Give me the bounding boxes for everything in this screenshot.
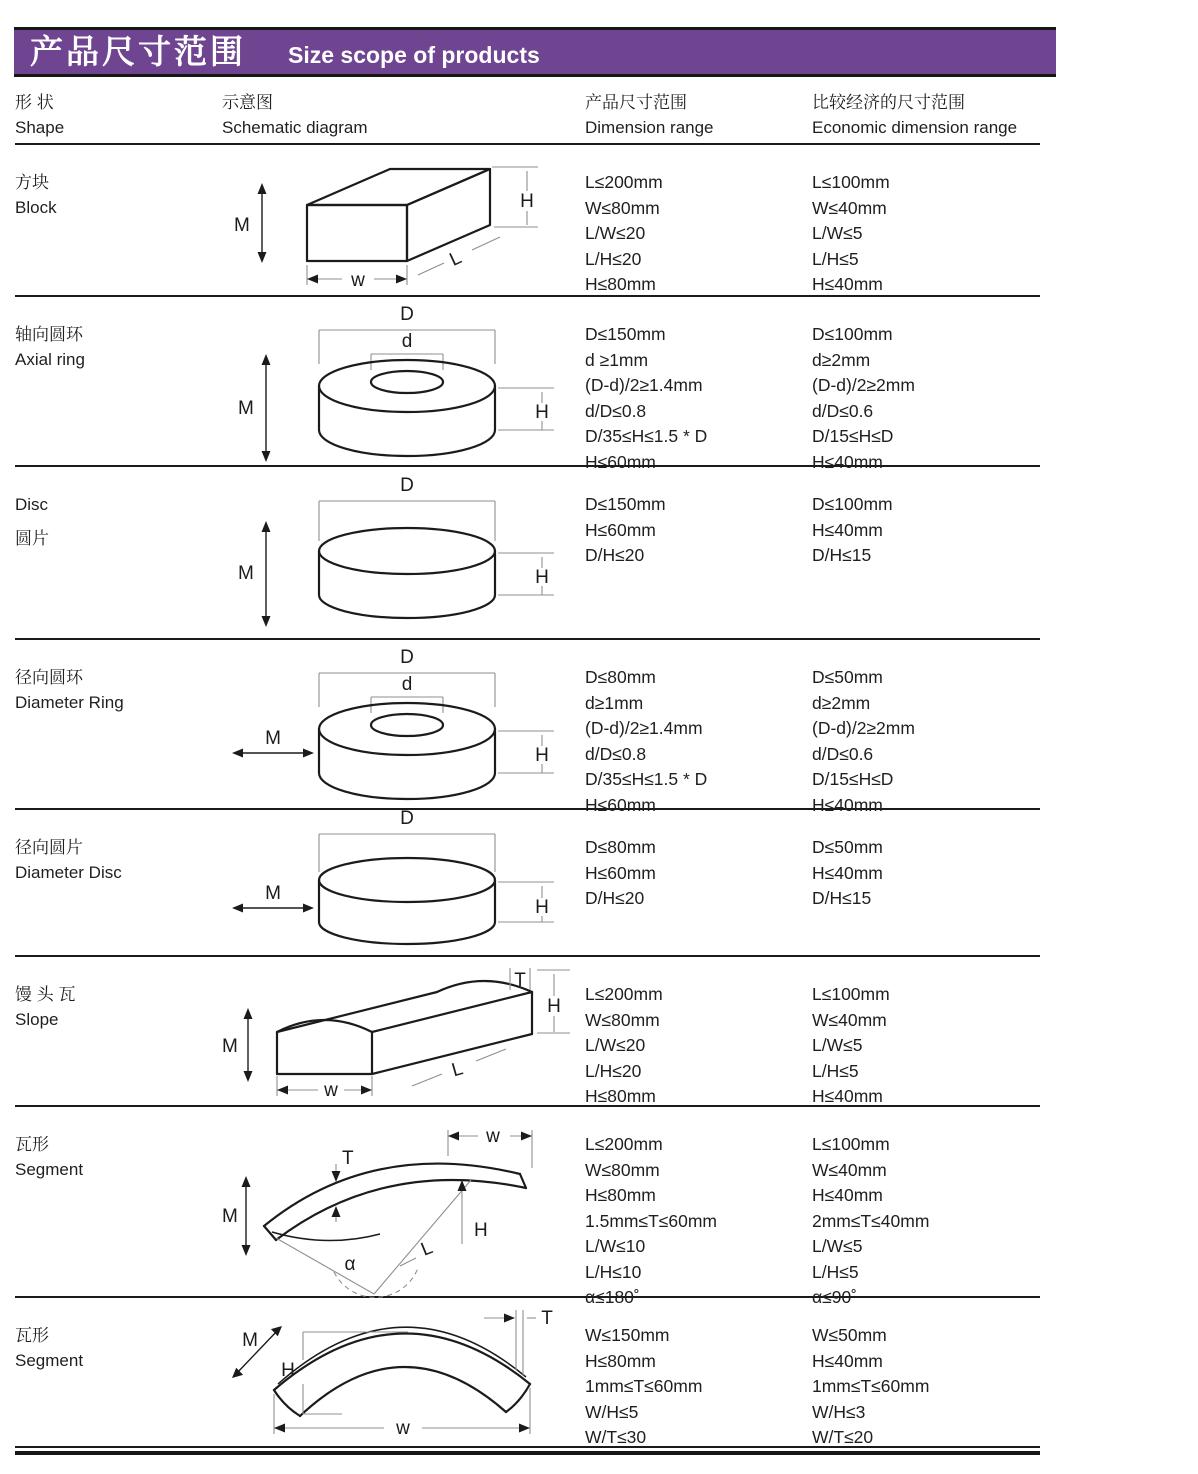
dimension-spec-line: D/H≤20 [585,888,645,908]
shape-name-line: Diameter Disc [15,863,122,882]
diameter-ring-diagram [222,647,582,811]
dimension-range-cell [585,640,812,818]
dimension-spec-line: d≥1mm [585,692,644,713]
economic-spec-line: W≤40mm [812,1009,887,1030]
economic-spec-line: D/H≤15 [812,888,872,908]
schematic-diagram-cell [222,145,585,298]
shape-name-line: 馒 头 瓦 [15,985,76,1004]
dimension-range-cell [585,957,812,1110]
economic-range-cell [812,297,1040,475]
economic-spec-line: H≤40mm [812,274,883,294]
economic-spec-line: D/H≤15 [812,545,872,565]
economic-spec-line: H≤40mm [812,519,883,540]
column-header-shape [15,88,222,143]
column-header-economic-en: Economic dimension range [812,118,1018,137]
schematic-diagram-cell [222,1107,585,1311]
economic-range-cell [812,810,1040,956]
shape-name-line: 瓦形 [15,1135,49,1154]
dimension-spec-line: H≤80mm [585,1185,656,1205]
column-header-shape-en: Shape [15,118,65,137]
economic-spec-line: L≤100mm [812,984,890,1004]
shape-name [15,145,222,298]
economic-range-cell [812,640,1040,818]
dimension-range-cell [585,1298,812,1451]
dimension-spec-line: L/W≤20 [585,223,646,243]
dim-label-D: D [400,810,414,829]
economic-spec-line: D≤100mm [812,494,893,514]
table-row-slope [15,957,1040,1107]
table-row-axial-ring [15,297,1040,472]
shape-name-line: Segment [15,1351,84,1370]
shape-name-line: Diameter Ring [15,693,124,712]
dimension-range-cell [585,467,812,638]
shape-name-line: Segment [15,1160,84,1179]
shape-name-line: 轴向圆环 [15,325,83,344]
dim-label-L: L [446,247,465,272]
economic-spec-line: L/W≤5 [812,223,863,243]
dimension-spec-line: D/35≤H≤1.5 * D [585,426,708,446]
dim-label-H: H [520,191,534,213]
economic-spec-line: D≤100mm [812,324,893,344]
dimension-spec-line: L≤200mm [585,1134,663,1154]
column-headers [15,88,1040,145]
economic-spec-line: H≤40mm [812,794,883,815]
dimension-spec-line: d ≥1mm [585,349,649,370]
shape-name [15,810,222,956]
column-header-dimension-zh: 产品尺寸范围 [585,93,687,112]
shape-name-line: 径向圆片 [15,838,83,857]
table-row-block [15,145,1040,297]
dim-label-H: H [547,996,561,1018]
economic-range-cell [812,957,1040,1110]
dimension-spec-line: H≤60mm [585,794,656,815]
dimension-spec-line: L/H≤20 [585,248,642,269]
dimension-spec-line: W≤80mm [585,197,660,218]
dim-label-H: H [474,1219,488,1241]
slope-diagram [222,962,582,1104]
dim-label-L: L [449,1058,466,1082]
diameter-disc-diagram [222,810,582,956]
economic-spec-line: L≤100mm [812,1134,890,1154]
economic-spec-line: W≤50mm [812,1325,887,1345]
shape-name [15,1107,222,1311]
title-bar [14,27,1056,77]
column-header-diagram-en: Schematic diagram [222,118,368,137]
dim-label-T: T [541,1308,553,1330]
dim-label-H: H [535,402,549,423]
dim-label-M: M [238,398,254,419]
economic-spec-line: L/H≤5 [812,248,859,269]
rows [15,145,1040,1448]
dim-label-d: d [401,331,413,352]
table-row-disc [15,467,1040,640]
dimension-spec-line: (D-d)/2≥1.4mm [585,718,703,738]
shape-name-line: Block [15,198,57,217]
column-header-economic-zh: 比较经济的尺寸范围 [812,93,965,112]
dim-label-M: M [238,562,254,584]
axial-ring-diagram [222,304,582,468]
economic-spec-line: D≤50mm [812,667,883,687]
dimension-spec-line: L/W≤10 [585,1236,646,1256]
dimension-spec-line: L/H≤10 [585,1261,642,1282]
economic-spec-line: L/H≤5 [812,1261,859,1282]
shape-name-line: Axial ring [15,350,85,369]
economic-spec-line: d≥2mm [812,349,871,370]
dimension-range-cell [585,1107,812,1311]
shape-name [15,297,222,475]
segment-2d-diagram [222,1300,582,1448]
shape-name-line: 方块 [15,173,49,192]
table-row-diameter-ring [15,640,1040,815]
dim-label-M2: M [222,1205,238,1227]
dimension-spec-line: D≤150mm [585,494,666,514]
shape-name [15,467,222,638]
dim-label-T: T [514,970,526,992]
economic-spec-line: L/W≤5 [812,1035,863,1055]
dim-label-w: w [396,1418,410,1440]
dimension-spec-line: L/H≤20 [585,1060,642,1081]
shape-name-line: Disc [15,495,49,514]
shape-name [15,957,222,1110]
dim-label-w: w [351,270,365,290]
table-row-diameter-disc [15,810,1040,957]
column-header-diagram [222,88,585,143]
dimension-spec-line: 1mm≤T≤60mm [585,1376,703,1396]
economic-spec-line: d/D≤0.6 [812,743,874,764]
dim-label-w: w [324,1080,338,1102]
dim-label-alpha: α [344,1253,356,1275]
dimension-spec-line: W/H≤5 [585,1401,639,1422]
dim-label-M: M [222,1036,238,1058]
dimension-spec-line: W/T≤30 [585,1427,647,1447]
dimension-spec-line: D≤150mm [585,324,666,344]
economic-spec-line: D/15≤H≤D [812,769,894,789]
segment-3d-diagram [222,1118,582,1300]
economic-spec-line: H≤40mm [812,862,883,883]
economic-spec-line: L≤100mm [812,172,890,192]
schematic-diagram-cell [222,1298,585,1451]
dimension-spec-line: 1.5mm≤T≤60mm [585,1210,718,1231]
dimension-spec-line: H≤80mm [585,1350,656,1371]
economic-spec-line: W≤40mm [812,1159,887,1180]
dimension-spec-line: H≤80mm [585,274,656,294]
economic-range-cell [812,467,1040,638]
dim-label-M: M [265,728,281,749]
dimension-spec-line: (D-d)/2≥1.4mm [585,375,703,395]
economic-spec-line: H≤40mm [812,451,883,472]
page-title-en: Size scope of products [288,42,540,68]
dim-label-H: H [535,566,549,588]
column-header-dimension-en: Dimension range [585,118,714,137]
dimension-spec-line: H≤80mm [585,1086,656,1106]
shape-name-line: 圆片 [15,529,49,548]
economic-spec-line: W/T≤20 [812,1427,874,1447]
dim-label-d: d [401,674,413,695]
schematic-diagram-cell [222,810,585,956]
shape-name [15,640,222,818]
economic-spec-line: (D-d)/2≥2mm [812,375,915,395]
dimension-range-cell [585,145,812,298]
economic-spec-line: (D-d)/2≥2mm [812,718,915,738]
dim-label-w: w [486,1125,500,1147]
economic-spec-line: 1mm≤T≤60mm [812,1376,930,1396]
dimension-range-cell [585,810,812,956]
dimension-spec-line: L/W≤20 [585,1035,646,1055]
dim-label-M: M [234,215,250,237]
dim-label-D: D [400,304,414,325]
economic-spec-line: H≤40mm [812,1350,883,1371]
column-header-dimension [585,88,812,143]
column-header-economic [812,88,1040,143]
economic-spec-line: W/H≤3 [812,1401,866,1422]
dimension-spec-line: W≤150mm [585,1325,670,1345]
dim-label-H: H [535,897,549,918]
economic-range-cell [812,1107,1040,1311]
dim-label-D: D [400,474,414,496]
dim-label-D: D [400,647,414,668]
dim-label-H: H [281,1360,295,1382]
table-row-segment-flat [15,1298,1040,1448]
dim-label-L: L [418,1236,436,1261]
dimension-range-cell [585,297,812,475]
page-title-zh: 产品尺寸范围 [30,33,246,70]
economic-spec-line: α≤90˚ [812,1287,858,1307]
dimension-spec-line: W≤80mm [585,1009,660,1030]
dimension-spec-line: H≤60mm [585,519,656,540]
bottom-rule [15,1451,1040,1455]
disc-diagram [222,475,582,631]
dim-label-T: T [342,1147,354,1169]
economic-spec-line: H≤40mm [812,1086,883,1106]
dim-label-H: H [535,745,549,766]
dimension-spec-line: α≤180˚ [585,1287,640,1307]
block-diagram [222,153,582,289]
economic-spec-line: d≥2mm [812,692,871,713]
dim-label-M: M [265,883,281,904]
economic-spec-line: L/H≤5 [812,1060,859,1081]
shape-name [15,1298,222,1451]
economic-range-cell [812,145,1040,298]
dimension-spec-line: L≤200mm [585,172,663,192]
table-row-segment-arc [15,1107,1040,1307]
shape-name-line: 瓦形 [15,1326,49,1345]
economic-range-cell [812,1298,1040,1451]
economic-spec-line: L/W≤5 [812,1236,863,1256]
dimension-spec-line: D/35≤H≤1.5 * D [585,769,708,789]
dimension-spec-line: L≤200mm [585,984,663,1004]
dimension-spec-line: W≤80mm [585,1159,660,1180]
economic-spec-line: D≤50mm [812,837,883,857]
dimension-spec-line: D≤80mm [585,667,656,687]
schematic-diagram-cell [222,640,585,818]
dimension-spec-line: H≤60mm [585,862,656,883]
dimension-spec-line: d/D≤0.8 [585,400,647,421]
schematic-diagram-cell [222,297,585,475]
economic-spec-line: d/D≤0.6 [812,400,874,421]
schematic-diagram-cell [222,467,585,638]
dimension-spec-line: d/D≤0.8 [585,743,647,764]
economic-spec-line: W≤40mm [812,197,887,218]
column-header-shape-zh: 形 状 [15,93,54,112]
economic-spec-line: 2mm≤T≤40mm [812,1210,930,1231]
shape-name-line: 径向圆环 [15,668,83,687]
schematic-diagram-cell [222,957,585,1110]
dimension-spec-line: H≤60mm [585,451,656,472]
shape-name-line: Slope [15,1010,59,1029]
economic-spec-line: D/15≤H≤D [812,426,894,446]
dimension-spec-line: D≤80mm [585,837,656,857]
shape-name-line [15,517,222,526]
dimension-spec-line: D/H≤20 [585,545,645,565]
dim-label-M: M [242,1330,258,1352]
economic-spec-line: H≤40mm [812,1185,883,1205]
column-header-diagram-zh: 示意图 [222,93,273,112]
